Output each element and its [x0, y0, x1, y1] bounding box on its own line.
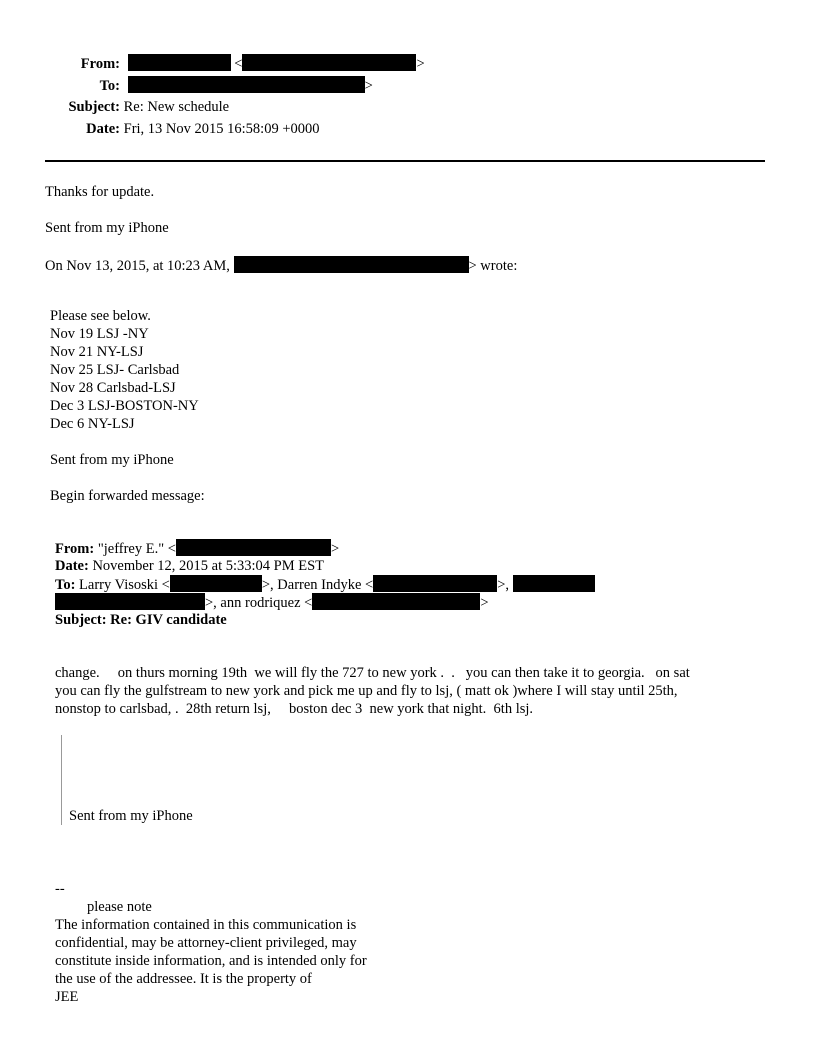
redacted-ann-email	[312, 593, 480, 610]
body-wrote-line	[45, 256, 517, 275]
fwd-date-value: November 12, 2015 at 5:33:04 PM EST	[92, 558, 325, 574]
subject-value: Re: New schedule	[123, 99, 230, 115]
fwd-paragraph-line: change. on thurs morning 19th we will fly the 727 to new york . . you can then take it to georgia. on sat	[55, 665, 690, 681]
fwd-from-label: From:	[55, 541, 95, 557]
schedule-item: Nov 21 NY-LSJ	[50, 344, 144, 360]
date-value: Fri, 13 Nov 2015 16:58:09 +0000	[123, 121, 320, 137]
from-bracket-close: >	[416, 56, 425, 72]
fwd-to-darren: >, Darren Indyke <	[261, 577, 374, 593]
fwd-from-row	[55, 539, 339, 558]
schedule-item: Nov 25 LSJ- Carlsbad	[50, 362, 180, 378]
header-date-row	[60, 120, 320, 138]
header-to-row	[60, 76, 373, 95]
footer-line: constitute inside information, and is intended only for	[55, 953, 367, 969]
header-subject-row	[60, 98, 229, 116]
subject-label: Subject:	[68, 99, 120, 115]
footer-note: please note	[87, 899, 152, 915]
quote-bar	[61, 735, 62, 825]
body-sent-from-iphone: Sent from my iPhone	[45, 220, 169, 236]
fwd-paragraph-line: nonstop to carlsbad, . 28th return lsj, boston dec 3 new york that night. 6th lsj.	[55, 701, 534, 717]
redacted-recipient-email	[55, 593, 205, 610]
date-label: Date:	[86, 121, 120, 137]
schedule-item: Dec 6 NY-LSJ	[50, 416, 135, 432]
schedule-item: Dec 3 LSJ-BOSTON-NY	[50, 398, 199, 414]
header-from-row	[60, 54, 425, 73]
fwd-from-value: "jeffrey E." <	[97, 541, 176, 557]
header-divider	[45, 160, 765, 162]
redacted-darren-email	[373, 575, 497, 592]
fwd-to-label: To:	[55, 577, 76, 593]
from-label: From:	[80, 56, 120, 72]
fwd-ann: >, ann rodriquez <	[205, 595, 313, 611]
wrote-prefix: On Nov 13, 2015, at 10:23 AM,	[45, 258, 230, 274]
fwd-to-row	[55, 575, 595, 594]
redacted-recipient	[513, 575, 595, 592]
fwd-ann-close: >	[480, 595, 489, 611]
body-thanks: Thanks for update.	[45, 184, 155, 200]
fwd-to-larry: Larry Visoski <	[79, 577, 170, 593]
redacted-larry-email	[170, 575, 262, 592]
redacted-sender	[234, 256, 469, 273]
footer-line: JEE	[55, 989, 79, 1005]
footer-dashes: --	[55, 881, 65, 897]
footer-line: the use of the addressee. It is the property of	[55, 971, 312, 987]
footer-line: confidential, may be attorney-client privileged, may	[55, 935, 357, 951]
redacted-fwd-from	[176, 539, 331, 556]
fwd-date-label: Date:	[55, 558, 89, 574]
to-label: To:	[99, 78, 120, 94]
redacted-to	[128, 76, 365, 93]
to-bracket-close: >	[364, 78, 373, 94]
footer-line: The information contained in this communication is	[55, 917, 357, 933]
fwd-to-comma: >,	[497, 577, 510, 593]
schedule-item: Nov 28 Carlsbad-LSJ	[50, 380, 176, 396]
quoted-please: Please see below.	[50, 308, 151, 324]
begin-forwarded: Begin forwarded message:	[50, 488, 205, 504]
fwd-sent-from-iphone: Sent from my iPhone	[69, 808, 193, 824]
schedule-item: Nov 19 LSJ -NY	[50, 326, 149, 342]
wrote-suffix: > wrote:	[468, 258, 518, 274]
from-bracket-open: <	[234, 56, 243, 72]
redacted-from-email	[242, 54, 416, 71]
fwd-paragraph-line: you can fly the gulfstream to new york and pick me up and fly to lsj, ( matt ok )where I will stay until 25th,	[55, 683, 678, 699]
fwd-from-close: >	[330, 541, 340, 557]
fwd-date-row	[55, 557, 324, 575]
fwd-subject: Subject: Re: GIV candidate	[55, 612, 227, 628]
quoted-sent-from-iphone: Sent from my iPhone	[50, 452, 174, 468]
redacted-from-name	[128, 54, 231, 71]
fwd-to-row-cont	[55, 593, 489, 612]
